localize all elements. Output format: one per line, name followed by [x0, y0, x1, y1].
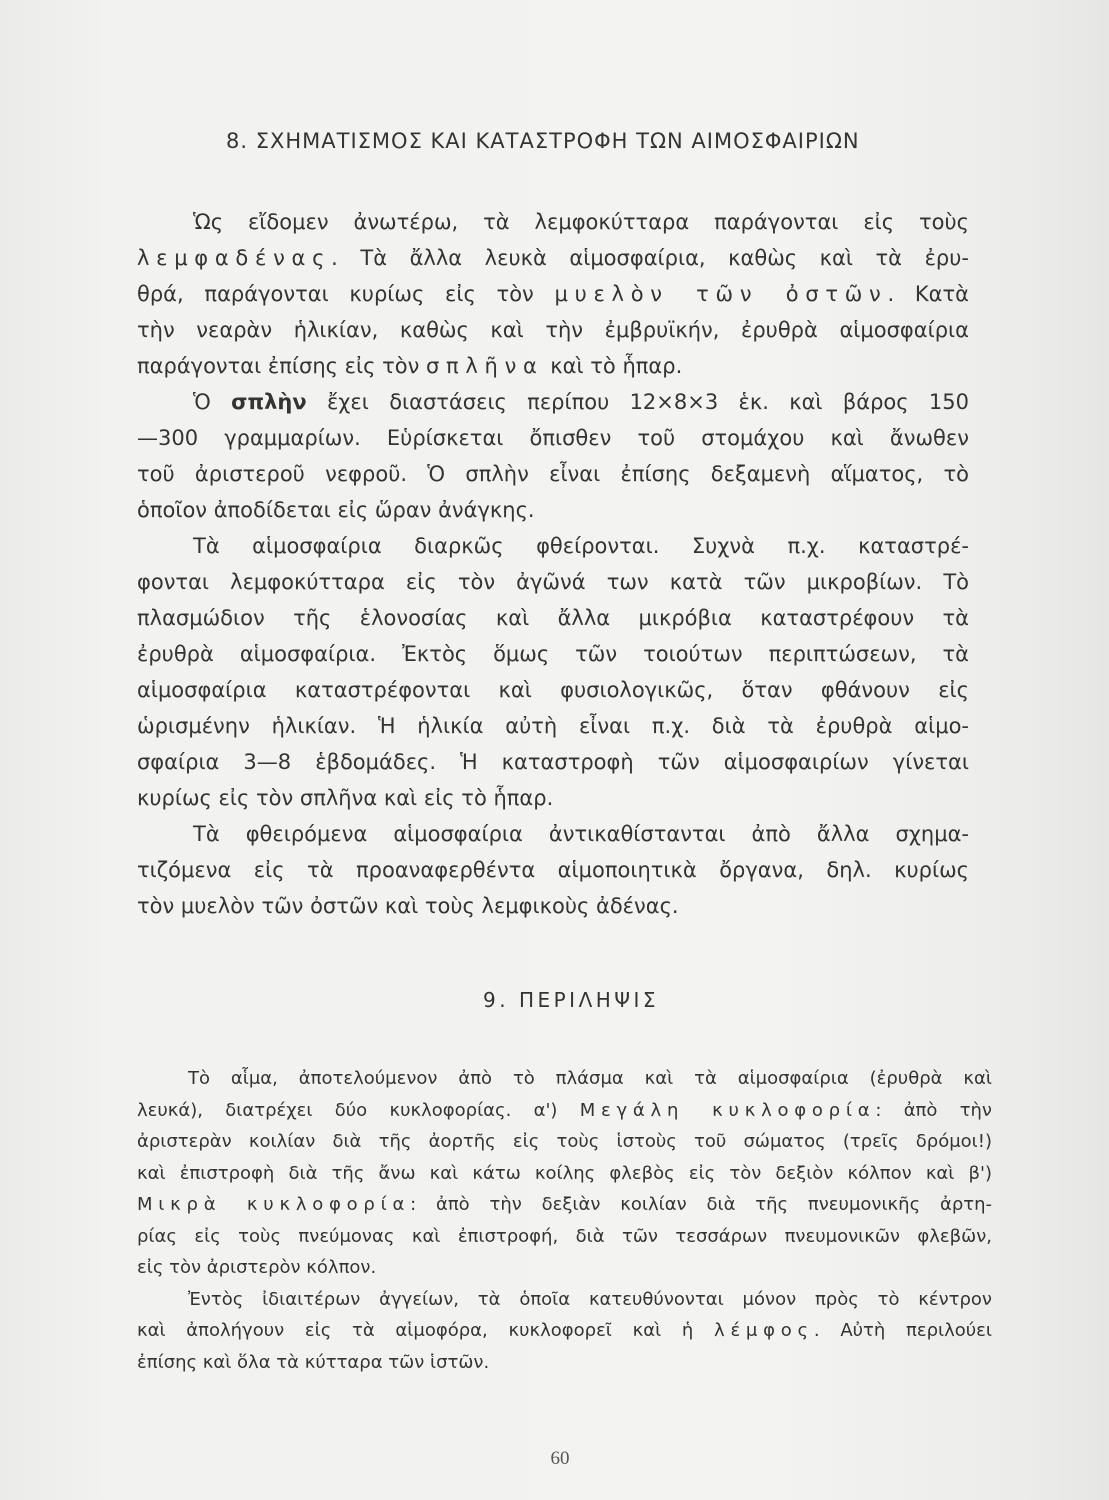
body-line	[137, 312, 969, 348]
text-run: ρίας εἰς τοὺς πνεύμονας καὶ ἐπιστροφή, διὰ τῶν τεσσάρων πνευμονικῶν φλεβῶν,	[137, 1225, 992, 1247]
text-run: θρά, παράγονται κυρίως εἰς τὸν	[137, 282, 555, 306]
summary-line	[137, 1252, 992, 1284]
body-line	[137, 816, 969, 852]
body-line	[137, 888, 969, 924]
body-line	[137, 636, 969, 672]
text-run: σφαίρια 3—8 ἑβδομάδες. Ἡ καταστροφὴ τῶν αἱμοσφαιρίων γίνεται	[137, 750, 969, 774]
text-run: καὶ ἐπιστροφὴ διὰ τῆς ἄνω καὶ κάτω κοίλης φλεβὸς εἰς τὸν δεξιὸν κόλπον καὶ β')	[137, 1162, 992, 1184]
body-line	[137, 528, 969, 564]
body-line	[137, 348, 969, 384]
body-paragraph	[137, 528, 969, 816]
body-line	[137, 672, 969, 708]
emphasized-term: λεμφαδένας	[137, 246, 332, 270]
body-line	[137, 276, 969, 312]
summary-paragraph	[137, 1063, 992, 1284]
summary-line	[137, 1347, 992, 1379]
emphasized-term: σπλῆνα	[426, 354, 544, 378]
text-run: ἀριστερὰν κοιλίαν διὰ τῆς ἀορτῆς εἰς τοὺς ἱστοὺς τοῦ σώματος (τρεῖς δρόμοι!)	[137, 1131, 992, 1152]
text-run: καὶ ἀπολήγουν εἰς τὰ αἱμοφόρα, κυκλοφορεῖ καὶ ἡ	[137, 1320, 715, 1341]
text-run: ὡρισμένην ἡλικίαν. Ἡ ἡλικία αὐτὴ εἶναι π.χ. διὰ τὰ ἐρυθρὰ αἱμο-	[137, 714, 969, 738]
text-run: λευκά), διατρέχει δύο κυκλοφορίας. α')	[137, 1099, 580, 1121]
summary-heading: 9. ΠΕΡΙΛΗΨΙΣ	[483, 988, 660, 1012]
emphasized-term: λέμφος	[714, 1320, 814, 1341]
emphasized-term: Μικρὰ κυκλοφορία	[137, 1194, 411, 1215]
text-run: ἐπίσης καὶ ὅλα τὰ κύτταρα τῶν ἱστῶν.	[137, 1351, 490, 1373]
body-text	[137, 204, 969, 924]
summary-line	[137, 1095, 992, 1127]
text-run: : ἀπὸ τὴν	[875, 1099, 992, 1121]
text-run: ἔχει διαστάσεις περίπου 12×8×3 ἑκ. καὶ βάρος 150	[306, 390, 969, 414]
body-line	[137, 240, 969, 276]
text-run: καὶ τὸ ἧπαρ.	[543, 354, 683, 378]
body-line	[137, 852, 969, 888]
body-line	[137, 780, 969, 816]
summary-line	[137, 1221, 992, 1253]
text-run: εἰς τὸν ἀριστερὸν κόλπον.	[137, 1257, 377, 1278]
body-line	[137, 564, 969, 600]
text-run: Τὰ αἱμοσφαίρια διαρκῶς φθείρονται. Συχνὰ π.χ. καταστρέ-	[193, 534, 969, 558]
text-run: ὁποῖον ἀποδίδεται εἰς ὥραν ἀνάγκης.	[137, 498, 535, 522]
body-line	[137, 744, 969, 780]
body-line	[137, 708, 969, 744]
summary-line	[137, 1126, 992, 1158]
text-run: Ὁ	[193, 390, 232, 414]
text-run: πλασμώδιον τῆς ἑλονοσίας καὶ ἄλλα μικρόβια καταστρέφουν τὰ	[137, 606, 969, 630]
text-run: . Τὰ ἄλλα λευκὰ αἱμοσφαίρια, καθὼς καὶ τὰ ἐρυ-	[331, 246, 969, 270]
text-run: τιζόμενα εἰς τὰ προαναφερθέντα αἱμοποιητικὰ ὄργανα, δηλ. κυρίως	[137, 858, 969, 882]
text-run: φονται λεμφοκύτταρα εἰς τὸν ἀγῶνά των κατὰ τῶν μικροβίων. Τὸ	[137, 570, 969, 594]
summary-text	[137, 1063, 992, 1378]
body-line	[137, 456, 969, 492]
text-run: Ἐντὸς ἰδιαιτέρων ἀγγείων, τὰ ὁποῖα κατευθύνονται μόνον πρὸς τὸ κέντρον	[188, 1288, 992, 1310]
emphasized-term: Μεγάλη κυκλοφορία	[579, 1099, 876, 1121]
text-run: τοῦ ἀριστεροῦ νεφροῦ. Ὁ σπλὴν εἶναι ἐπίσης δεξαμενὴ αἵματος, τὸ	[137, 462, 969, 486]
text-run: τὴν νεαρὰν ἡλικίαν, καθὼς καὶ τὴν ἐμβρυϊκήν, ἐρυθρὰ αἱμοσφαίρια	[137, 318, 969, 342]
summary-line	[137, 1315, 992, 1347]
text-run: ἐρυθρὰ αἱμοσφαίρια. Ἐκτὸς ὅμως τῶν τοιούτων περιπτώσεων, τὰ	[137, 642, 969, 666]
text-run: Ὡς εἴδομεν ἀνωτέρω, τὰ λεμφοκύτταρα παράγονται εἰς τοὺς	[193, 210, 969, 234]
text-run: —300 γραμμαρίων. Εὑρίσκεται ὄπισθεν τοῦ στομάχου καὶ ἄνωθεν	[137, 426, 969, 450]
body-paragraph	[137, 204, 969, 384]
body-line	[137, 204, 969, 240]
page-number: 60	[550, 1448, 570, 1469]
emphasized-term: μυελὸν τῶν ὀστῶν	[554, 282, 888, 306]
summary-paragraph	[137, 1284, 992, 1379]
summary-line	[137, 1158, 992, 1190]
summary-line	[137, 1063, 992, 1095]
text-run: παράγονται ἐπίσης εἰς τὸν	[137, 354, 427, 378]
text-run: Τὰ φθειρόμενα αἱμοσφαίρια ἀντικαθίστανται ἀπὸ ἄλλα σχημα-	[193, 822, 969, 846]
body-line	[137, 420, 969, 456]
summary-line	[137, 1189, 992, 1221]
text-run: Τὸ αἷμα, ἀποτελούμενον ἀπὸ τὸ πλάσμα καὶ τὰ αἱμοσφαίρια (ἐρυθρὰ καὶ	[188, 1068, 992, 1089]
text-run: κυρίως εἰς τὸν σπλῆνα καὶ εἰς τὸ ἧπαρ.	[137, 786, 554, 810]
text-run: αἱμοσφαίρια καταστρέφονται καὶ φυσιολογικῶς, ὅταν φθάνουν εἰς	[137, 678, 969, 702]
text-run: τὸν μυελὸν τῶν ὀστῶν καὶ τοὺς λεμφικοὺς ἀδένας.	[137, 894, 679, 918]
chapter-heading: 8. ΣΧΗΜΑΤΙΣΜΟΣ ΚΑΙ ΚΑΤΑΣΤΡΟΦΗ ΤΩΝ ΑΙΜΟΣΦΑΙΡΙΩΝ	[226, 129, 860, 153]
emphasized-term: σπλὴν	[231, 390, 307, 414]
body-line	[137, 384, 969, 420]
body-line	[137, 600, 969, 636]
text-run: . Αὐτὴ περιλούει	[813, 1320, 993, 1341]
text-run: : ἀπὸ τὴν δεξιὰν κοιλίαν διὰ τῆς πνευμονικῆς ἀρτη-	[410, 1194, 992, 1215]
body-line	[137, 492, 969, 528]
summary-line	[137, 1284, 992, 1316]
text-run: . Κατὰ	[887, 282, 969, 306]
body-paragraph	[137, 816, 969, 924]
body-paragraph	[137, 384, 969, 528]
